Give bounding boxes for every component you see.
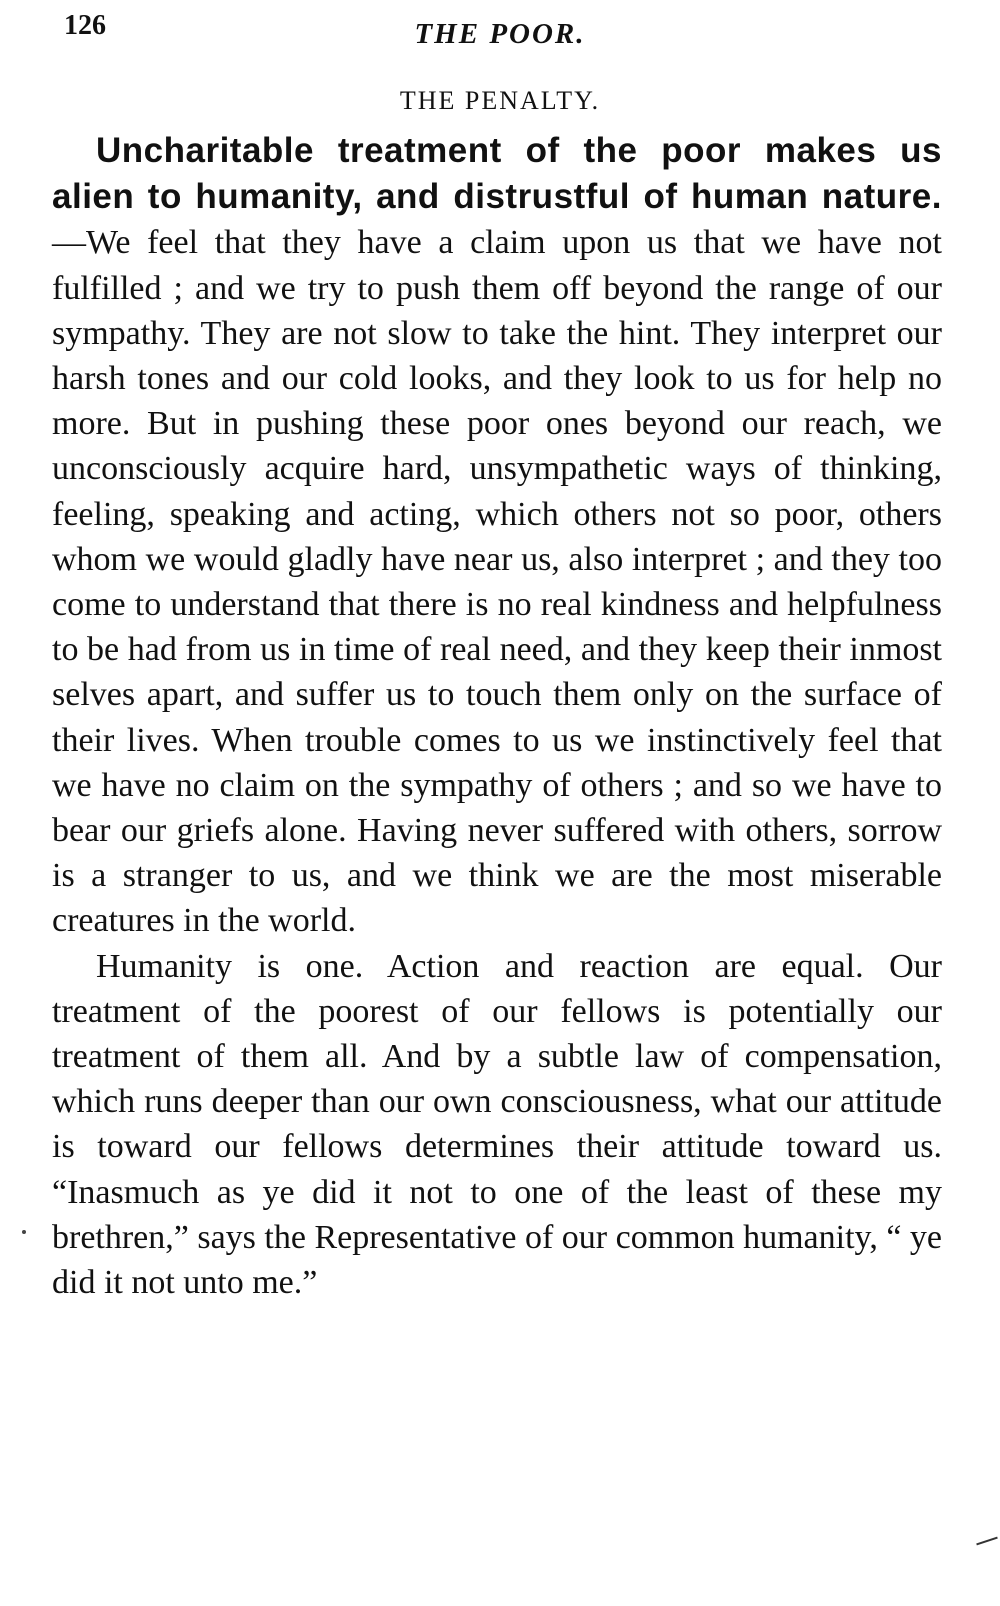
paragraph-humanity [52, 944, 942, 1306]
running-head: THE POOR. [414, 18, 586, 50]
paragraph-text: —We feel that they have a claim upon us that we have not fulfilled ; and we try to push them off beyond the range of our sympathy. They are not slow to take the hint. They interpret our harsh tones and our cold looks, and they look to us for help no more. But in pushing these poor ones beyond our reach, we unconsciously acquire hard, unsympathetic ways of thinking, feeling, speaking and acting, which others not so poor, others whom we would gladly have near us, also interpret ; and they too come to understand that there is no real kindness and helpfulness to be had from us in time of real need, and they keep their inmost selves apart, and suffer us to touch them only on the surface of their lives. When trouble comes to us we instinctively feel that we have no claim on the sympathy of others ; and so we have to bear our griefs alone. Having never suffered with others, sorrow is a stranger to us, and we think we are the most miserable creatures in the world. [52, 224, 942, 940]
margin-speck [22, 1230, 26, 1234]
paragraph-text: Humanity is one. Action and reaction are equal. Our treatment of the poorest of our fellows is potentially our treatment of them all. And by a subtle law of compensation, which runs deeper than our own consciousness, what our attitude is toward our fellows determines their attitude toward us. “Inasmuch as ye did it not to one of the least of these my brethren,” says the Representative of our common humanity, “ ye did it not unto me.” [52, 947, 943, 1302]
lead-statement: Uncharitable treatment of the poor makes us alien to humanity, and distrustful of human nature. [52, 131, 942, 217]
edge-mark [976, 1537, 998, 1546]
body-text [52, 128, 942, 1305]
section-title: THE PENALTY. [399, 86, 601, 115]
paragraph-penalty [52, 128, 942, 944]
page-number: 126 [64, 10, 106, 41]
